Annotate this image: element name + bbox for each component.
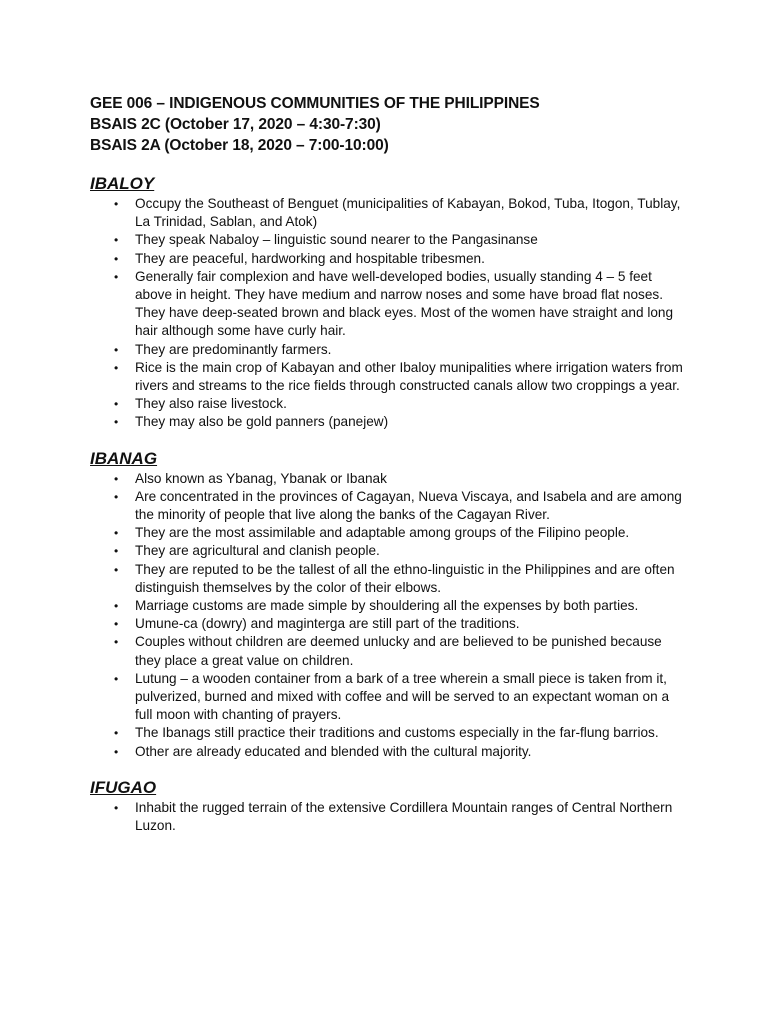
list-item: [90, 615, 690, 633]
bullet-icon: •: [114, 415, 119, 430]
section-title-ibaloy: IBALOY: [90, 174, 155, 193]
bullet-list-ifugao: [90, 799, 690, 835]
list-item: [90, 195, 690, 231]
list-item: [90, 542, 690, 560]
list-item-text: They are reputed to be the tallest of all the ethno-linguistic in the Philippines and are often distinguish themselves by the color of their elbows.: [135, 561, 675, 595]
section-ibaloy: [90, 173, 690, 432]
list-item-text: Other are already educated and blended with the cultural majority.: [135, 743, 532, 759]
bullet-icon: •: [114, 360, 119, 375]
list-item: [90, 724, 690, 742]
list-item-text: Rice is the main crop of Kabayan and other Ibaloy munipalities where irrigation waters from rivers and streams to the rice fields through constructed canals allow two croppings a year.: [135, 359, 683, 394]
list-item: [90, 231, 690, 249]
list-item: [90, 524, 690, 542]
bullet-icon: •: [114, 197, 119, 211]
schedule-bsais-2a: BSAIS 2A (October 18, 2020 – 7:00-10:00): [90, 137, 389, 154]
list-item: [90, 633, 690, 669]
section-ifugao: [90, 777, 690, 835]
list-item: [90, 597, 690, 615]
bullet-icon: •: [114, 617, 119, 632]
list-item: [90, 268, 690, 341]
list-item-text: Umune-ca (dowry) and maginterga are still part of the traditions.: [135, 616, 520, 632]
list-item-text: Marriage customs are made simple by shouldering all the expenses by both parties.: [135, 598, 639, 614]
bullet-icon: •: [114, 233, 119, 248]
list-item: [90, 561, 690, 597]
list-item-text: They also raise livestock.: [135, 396, 287, 412]
bullet-icon: •: [114, 526, 119, 541]
list-item-text: Inhabit the rugged terrain of the extensive Cordillera Mountain ranges of Central Northern Luzon.: [135, 799, 673, 834]
bullet-icon: •: [114, 251, 119, 266]
list-item-text: They may also be gold panners (panejew): [135, 414, 389, 430]
bullet-icon: •: [114, 471, 119, 486]
bullet-icon: •: [114, 744, 119, 759]
list-item: [90, 341, 690, 359]
bullet-icon: •: [114, 800, 119, 815]
list-item-text: Occupy the Southeast of Benguet (municipalities of Kabayan, Bokod, Tuba, Itogon, Tublay, La Trinidad, Sablan, and Atok): [135, 196, 681, 230]
list-item: [90, 413, 690, 431]
bullet-icon: •: [114, 726, 119, 741]
bullet-icon: •: [114, 489, 119, 504]
list-item: [90, 799, 690, 835]
bullet-list-ibanag: [90, 470, 690, 761]
bullet-icon: •: [114, 269, 119, 284]
bullet-icon: •: [114, 562, 119, 577]
list-item-text: Are concentrated in the provinces of Cagayan, Nueva Viscaya, and Isabela and are among the minority of people that live along the banks of the Cagayan River.: [135, 488, 682, 523]
section-ibanag: [90, 448, 690, 761]
bullet-list-ibaloy: [90, 195, 690, 432]
list-item-text: The Ibanags still practice their traditions and customs especially in the far-flung barrios.: [135, 725, 659, 741]
list-item-text: Generally fair complexion and have well-developed bodies, usually standing 4 – 5 feet above in height. They have medium and narrow noses and some have broad flat noses. They have deep-seated brown and black eyes. Most of the women have straight and long hair although some have curly hair.: [135, 268, 674, 339]
list-item-text: They speak Nabaloy – linguistic sound nearer to the Pangasinanse: [135, 232, 538, 248]
list-item: [90, 743, 690, 761]
list-item-text: They are agricultural and clanish people.: [135, 543, 380, 559]
list-item: [90, 395, 690, 413]
document-page: [90, 93, 690, 835]
list-item: [90, 670, 690, 725]
list-item-text: They are the most assimilable and adaptable among groups of the Filipino people.: [135, 525, 630, 541]
section-title-ifugao: IFUGAO: [90, 777, 157, 797]
list-item-text: They are predominantly farmers.: [135, 341, 332, 357]
bullet-icon: •: [114, 599, 119, 614]
bullet-icon: •: [114, 635, 119, 650]
list-item-text: Lutung – a wooden container from a bark of a tree wherein a small piece is taken from it, pulverized, burned and mixed with coffee and will be served to an expectant woman on a full moon with chanting of prayers.: [135, 670, 670, 723]
list-item-text: They are peaceful, hardworking and hospitable tribesmen.: [135, 250, 485, 266]
list-item-text: Also known as Ybanag, Ybanak or Ibanak: [135, 470, 387, 486]
list-item: [90, 359, 690, 395]
bullet-icon: •: [114, 397, 119, 412]
schedule-bsais-2c: BSAIS 2C (October 17, 2020 – 4:30-7:30): [90, 116, 381, 133]
bullet-icon: •: [114, 342, 119, 357]
bullet-icon: •: [114, 544, 119, 559]
list-item-text: Couples without children are deemed unlucky and are believed to be punished because they place a great value on children.: [135, 634, 662, 668]
list-item: [90, 250, 690, 268]
list-item: [90, 488, 690, 524]
bullet-icon: •: [114, 671, 119, 686]
course-title: GEE 006 – INDIGENOUS COMMUNITIES OF THE PHILIPPINES: [90, 95, 540, 112]
section-title-ibanag: IBANAG: [90, 448, 158, 468]
list-item: [90, 470, 690, 488]
